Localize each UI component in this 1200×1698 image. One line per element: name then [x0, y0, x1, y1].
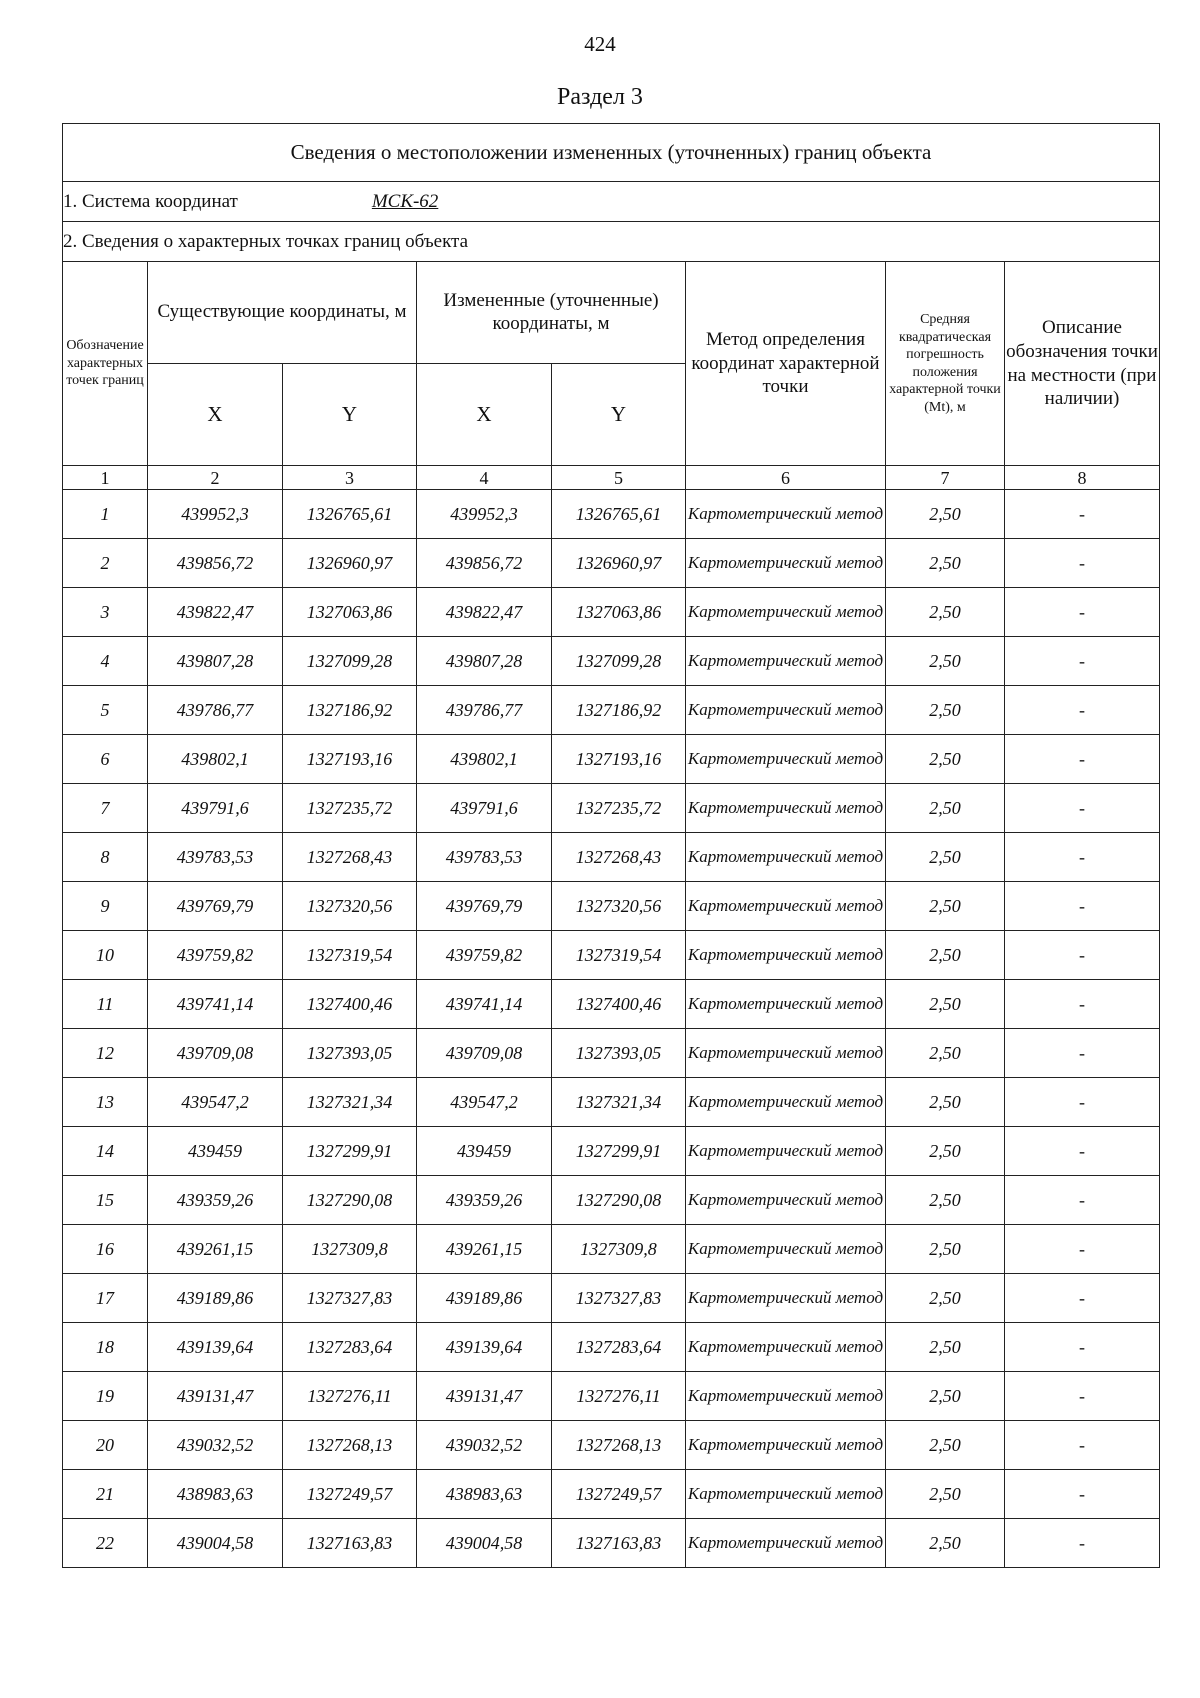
table-row — [63, 882, 1160, 931]
cell-mean-error: 2,50 — [886, 833, 1005, 882]
cell-mean-error: 2,50 — [886, 882, 1005, 931]
table-row — [63, 735, 1160, 784]
column-number: 3 — [283, 466, 417, 490]
cell-method: Картометрический метод — [686, 588, 886, 637]
cell-mean-error: 2,50 — [886, 1470, 1005, 1519]
cell-changed-x: 439791,6 — [417, 784, 552, 833]
column-number: 5 — [552, 466, 686, 490]
column-number: 4 — [417, 466, 552, 490]
column-number: 6 — [686, 466, 886, 490]
cell-description: - — [1005, 1274, 1160, 1323]
table-row — [63, 1421, 1160, 1470]
cell-description: - — [1005, 686, 1160, 735]
cell-existing-y: 1327320,56 — [283, 882, 417, 931]
cell-mean-error: 2,50 — [886, 980, 1005, 1029]
cell-existing-x: 439783,53 — [148, 833, 283, 882]
table-row — [63, 980, 1160, 1029]
cell-existing-y: 1327163,83 — [283, 1519, 417, 1568]
cell-changed-y: 1327299,91 — [552, 1127, 686, 1176]
table-row — [63, 686, 1160, 735]
cell-changed-y: 1327235,72 — [552, 784, 686, 833]
cell-existing-y: 1327099,28 — [283, 637, 417, 686]
cell-changed-x: 439459 — [417, 1127, 552, 1176]
cell-mean-error: 2,50 — [886, 1176, 1005, 1225]
cell-method: Картометрический метод — [686, 1519, 886, 1568]
coord-system-row — [63, 182, 1160, 222]
cell-description: - — [1005, 735, 1160, 784]
boundary-points-table — [62, 123, 1160, 1568]
cell-mean-error: 2,50 — [886, 784, 1005, 833]
cell-changed-y: 1327320,56 — [552, 882, 686, 931]
cell-description: - — [1005, 931, 1160, 980]
cell-existing-y: 1327186,92 — [283, 686, 417, 735]
cell-method: Картометрический метод — [686, 686, 886, 735]
cell-point-number: 13 — [63, 1078, 148, 1127]
cell-mean-error: 2,50 — [886, 637, 1005, 686]
header-point-designation: Обозначение характерных точек границ — [63, 262, 148, 466]
cell-existing-y: 1327268,13 — [283, 1421, 417, 1470]
header-existing-y: Y — [283, 364, 417, 466]
table-row — [63, 588, 1160, 637]
cell-existing-x: 439359,26 — [148, 1176, 283, 1225]
cell-mean-error: 2,50 — [886, 1127, 1005, 1176]
cell-changed-x: 439547,2 — [417, 1078, 552, 1127]
cell-description: - — [1005, 588, 1160, 637]
cell-changed-y: 1327186,92 — [552, 686, 686, 735]
table-row — [63, 1274, 1160, 1323]
cell-point-number: 5 — [63, 686, 148, 735]
cell-point-number: 17 — [63, 1274, 148, 1323]
cell-description: - — [1005, 539, 1160, 588]
table-row — [63, 1470, 1160, 1519]
cell-mean-error: 2,50 — [886, 1274, 1005, 1323]
cell-description: - — [1005, 882, 1160, 931]
page-number: 424 — [584, 32, 616, 56]
cell-changed-y: 1326960,97 — [552, 539, 686, 588]
cell-changed-y: 1327290,08 — [552, 1176, 686, 1225]
cell-changed-x: 439032,52 — [417, 1421, 552, 1470]
cell-method: Картометрический метод — [686, 931, 886, 980]
cell-changed-y: 1327327,83 — [552, 1274, 686, 1323]
column-number: 1 — [63, 466, 148, 490]
cell-point-number: 18 — [63, 1323, 148, 1372]
cell-point-number: 16 — [63, 1225, 148, 1274]
cell-existing-x: 439759,82 — [148, 931, 283, 980]
cell-changed-y: 1327309,8 — [552, 1225, 686, 1274]
cell-existing-y: 1327235,72 — [283, 784, 417, 833]
header-changed-coords: Измененные (уточненные) координаты, м — [417, 262, 686, 364]
cell-existing-y: 1327063,86 — [283, 588, 417, 637]
cell-existing-x: 439741,14 — [148, 980, 283, 1029]
cell-point-number: 9 — [63, 882, 148, 931]
table-row — [63, 490, 1160, 539]
cell-existing-x: 439802,1 — [148, 735, 283, 784]
cell-existing-y: 1327400,46 — [283, 980, 417, 1029]
points-heading: 2. Сведения о характерных точках границ объекта — [63, 222, 1160, 262]
header-changed-y: Y — [552, 364, 686, 466]
cell-method: Картометрический метод — [686, 1176, 886, 1225]
cell-mean-error: 2,50 — [886, 735, 1005, 784]
cell-description: - — [1005, 1225, 1160, 1274]
table-title: Сведения о местоположении измененных (уточненных) границ объекта — [63, 124, 1160, 182]
table-row — [63, 1225, 1160, 1274]
cell-point-number: 12 — [63, 1029, 148, 1078]
cell-existing-y: 1326765,61 — [283, 490, 417, 539]
cell-changed-y: 1327193,16 — [552, 735, 686, 784]
table-row — [63, 931, 1160, 980]
cell-changed-x: 439261,15 — [417, 1225, 552, 1274]
cell-description: - — [1005, 1078, 1160, 1127]
header-existing-coords: Существующие координаты, м — [148, 262, 417, 364]
cell-existing-y: 1327321,34 — [283, 1078, 417, 1127]
cell-method: Картометрический метод — [686, 1421, 886, 1470]
cell-method: Картометрический метод — [686, 1470, 886, 1519]
cell-description: - — [1005, 1470, 1160, 1519]
cell-description: - — [1005, 833, 1160, 882]
cell-existing-y: 1327319,54 — [283, 931, 417, 980]
cell-mean-error: 2,50 — [886, 1029, 1005, 1078]
coord-system-label: 1. Система координат — [63, 190, 238, 212]
cell-point-number: 8 — [63, 833, 148, 882]
cell-existing-x: 439189,86 — [148, 1274, 283, 1323]
cell-existing-x: 439786,77 — [148, 686, 283, 735]
cell-method: Картометрический метод — [686, 637, 886, 686]
cell-existing-x: 439952,3 — [148, 490, 283, 539]
cell-changed-y: 1327163,83 — [552, 1519, 686, 1568]
cell-existing-x: 439032,52 — [148, 1421, 283, 1470]
table-row — [63, 1176, 1160, 1225]
cell-point-number: 1 — [63, 490, 148, 539]
coord-system-value: МСК-62 — [371, 190, 439, 212]
cell-existing-y: 1327290,08 — [283, 1176, 417, 1225]
cell-changed-y: 1327063,86 — [552, 588, 686, 637]
cell-method: Картометрический метод — [686, 1372, 886, 1421]
cell-existing-x: 438983,63 — [148, 1470, 283, 1519]
cell-changed-x: 439952,3 — [417, 490, 552, 539]
section-title: Раздел 3 — [557, 84, 643, 110]
cell-changed-y: 1327268,43 — [552, 833, 686, 882]
cell-description: - — [1005, 637, 1160, 686]
cell-method: Картометрический метод — [686, 882, 886, 931]
cell-changed-x: 439822,47 — [417, 588, 552, 637]
table-row — [63, 539, 1160, 588]
cell-mean-error: 2,50 — [886, 1519, 1005, 1568]
cell-mean-error: 2,50 — [886, 588, 1005, 637]
cell-changed-y: 1327249,57 — [552, 1470, 686, 1519]
cell-changed-x: 439131,47 — [417, 1372, 552, 1421]
cell-existing-x: 439856,72 — [148, 539, 283, 588]
cell-point-number: 7 — [63, 784, 148, 833]
cell-point-number: 6 — [63, 735, 148, 784]
cell-changed-x: 439802,1 — [417, 735, 552, 784]
cell-point-number: 20 — [63, 1421, 148, 1470]
cell-changed-y: 1327393,05 — [552, 1029, 686, 1078]
cell-description: - — [1005, 1421, 1160, 1470]
cell-mean-error: 2,50 — [886, 1421, 1005, 1470]
cell-point-number: 2 — [63, 539, 148, 588]
cell-point-number: 22 — [63, 1519, 148, 1568]
cell-existing-x: 439709,08 — [148, 1029, 283, 1078]
cell-point-number: 10 — [63, 931, 148, 980]
cell-mean-error: 2,50 — [886, 1078, 1005, 1127]
cell-changed-x: 439139,64 — [417, 1323, 552, 1372]
table-row — [63, 784, 1160, 833]
cell-mean-error: 2,50 — [886, 1372, 1005, 1421]
cell-existing-x: 439547,2 — [148, 1078, 283, 1127]
table-row — [63, 1127, 1160, 1176]
cell-point-number: 11 — [63, 980, 148, 1029]
header-existing-x: X — [148, 364, 283, 466]
cell-method: Картометрический метод — [686, 784, 886, 833]
table-row — [63, 637, 1160, 686]
cell-changed-y: 1327321,34 — [552, 1078, 686, 1127]
cell-changed-x: 439783,53 — [417, 833, 552, 882]
cell-existing-y: 1327309,8 — [283, 1225, 417, 1274]
column-number: 2 — [148, 466, 283, 490]
cell-description: - — [1005, 490, 1160, 539]
cell-existing-x: 439822,47 — [148, 588, 283, 637]
cell-changed-y: 1327400,46 — [552, 980, 686, 1029]
cell-changed-y: 1327283,64 — [552, 1323, 686, 1372]
header-method: Метод определения координат характерной точки — [686, 262, 886, 466]
cell-existing-x: 439791,6 — [148, 784, 283, 833]
cell-description: - — [1005, 1176, 1160, 1225]
cell-point-number: 15 — [63, 1176, 148, 1225]
table-row — [63, 1029, 1160, 1078]
cell-changed-x: 439786,77 — [417, 686, 552, 735]
cell-description: - — [1005, 1323, 1160, 1372]
cell-method: Картометрический метод — [686, 1274, 886, 1323]
cell-changed-x: 439856,72 — [417, 539, 552, 588]
cell-existing-y: 1327276,11 — [283, 1372, 417, 1421]
column-number: 7 — [886, 466, 1005, 490]
cell-point-number: 19 — [63, 1372, 148, 1421]
cell-mean-error: 2,50 — [886, 1323, 1005, 1372]
cell-description: - — [1005, 1029, 1160, 1078]
cell-point-number: 4 — [63, 637, 148, 686]
cell-changed-y: 1327276,11 — [552, 1372, 686, 1421]
cell-changed-x: 439709,08 — [417, 1029, 552, 1078]
cell-existing-x: 439139,64 — [148, 1323, 283, 1372]
cell-changed-x: 439807,28 — [417, 637, 552, 686]
cell-method: Картометрический метод — [686, 1078, 886, 1127]
cell-description: - — [1005, 980, 1160, 1029]
cell-method: Картометрический метод — [686, 490, 886, 539]
cell-changed-y: 1327319,54 — [552, 931, 686, 980]
cell-description: - — [1005, 1372, 1160, 1421]
cell-point-number: 3 — [63, 588, 148, 637]
cell-existing-y: 1327299,91 — [283, 1127, 417, 1176]
cell-existing-y: 1327193,16 — [283, 735, 417, 784]
table-row — [63, 1519, 1160, 1568]
cell-method: Картометрический метод — [686, 735, 886, 784]
cell-changed-x: 438983,63 — [417, 1470, 552, 1519]
cell-description: - — [1005, 784, 1160, 833]
cell-existing-x: 439769,79 — [148, 882, 283, 931]
cell-changed-x: 439769,79 — [417, 882, 552, 931]
cell-changed-x: 439759,82 — [417, 931, 552, 980]
cell-description: - — [1005, 1519, 1160, 1568]
cell-method: Картометрический метод — [686, 1029, 886, 1078]
cell-existing-x: 439459 — [148, 1127, 283, 1176]
table-row — [63, 1372, 1160, 1421]
cell-mean-error: 2,50 — [886, 686, 1005, 735]
cell-method: Картометрический метод — [686, 1127, 886, 1176]
cell-existing-y: 1327283,64 — [283, 1323, 417, 1372]
column-number: 8 — [1005, 466, 1160, 490]
cell-existing-y: 1326960,97 — [283, 539, 417, 588]
cell-existing-x: 439004,58 — [148, 1519, 283, 1568]
cell-method: Картометрический метод — [686, 1323, 886, 1372]
cell-changed-x: 439189,86 — [417, 1274, 552, 1323]
cell-point-number: 21 — [63, 1470, 148, 1519]
header-description: Описание обозначения точки на местности (при наличии) — [1005, 262, 1160, 466]
cell-existing-y: 1327327,83 — [283, 1274, 417, 1323]
cell-existing-x: 439131,47 — [148, 1372, 283, 1421]
cell-changed-x: 439004,58 — [417, 1519, 552, 1568]
table-row — [63, 1323, 1160, 1372]
cell-existing-y: 1327249,57 — [283, 1470, 417, 1519]
column-number-row — [63, 466, 1160, 490]
cell-existing-y: 1327268,43 — [283, 833, 417, 882]
cell-changed-x: 439741,14 — [417, 980, 552, 1029]
table-row — [63, 1078, 1160, 1127]
cell-existing-y: 1327393,05 — [283, 1029, 417, 1078]
cell-mean-error: 2,50 — [886, 490, 1005, 539]
cell-mean-error: 2,50 — [886, 1225, 1005, 1274]
cell-point-number: 14 — [63, 1127, 148, 1176]
cell-method: Картометрический метод — [686, 833, 886, 882]
cell-changed-y: 1327268,13 — [552, 1421, 686, 1470]
cell-mean-error: 2,50 — [886, 539, 1005, 588]
table-row — [63, 833, 1160, 882]
cell-existing-x: 439261,15 — [148, 1225, 283, 1274]
cell-description: - — [1005, 1127, 1160, 1176]
cell-changed-y: 1326765,61 — [552, 490, 686, 539]
cell-existing-x: 439807,28 — [148, 637, 283, 686]
cell-method: Картометрический метод — [686, 980, 886, 1029]
cell-changed-y: 1327099,28 — [552, 637, 686, 686]
cell-mean-error: 2,50 — [886, 931, 1005, 980]
cell-changed-x: 439359,26 — [417, 1176, 552, 1225]
header-mean-error: Средняя квадратическая погрешность положения характерной точки (Mt), м — [886, 262, 1005, 466]
cell-method: Картометрический метод — [686, 539, 886, 588]
cell-method: Картометрический метод — [686, 1225, 886, 1274]
header-changed-x: X — [417, 364, 552, 466]
